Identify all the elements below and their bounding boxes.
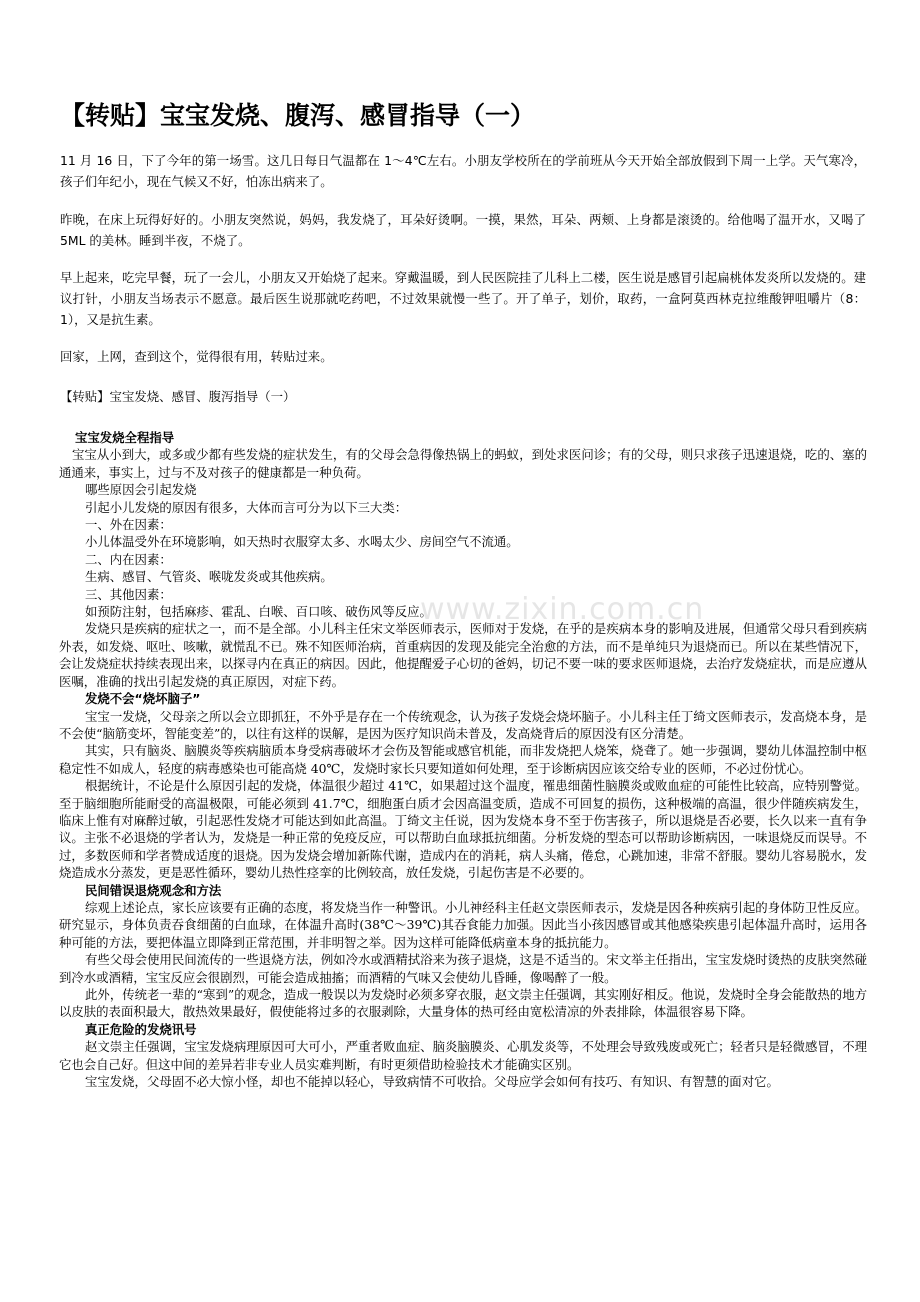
article-paragraph: 此外，传统老一辈的“寒到”的观念，造成一般误以为发烧时必须多穿衣服，赵文崇主任强调，其实刚好相反。他说，发烧时全身会能散热的地方以皮肤的表面积最大，散热效果最好，假使能将过多的衣服剥除，大量身体的热可经由宽松清凉的外表排除，体温很容易下降。 (59, 987, 867, 1020)
article-paragraph: 综观上述论点，家长应该要有正确的态度，将发烧当作一种警讯。小儿神经科主任赵文崇医师表示，发烧是因各种疾病引起的身体防卫性反应。研究显示，身体负责吞食细菌的白血球，在体温升高时(38℃～39℃)其吞食能力加强。因此当小孩因感冒或其他感染疾患引起体温升高时，运用各种可能的方法，要把体温立即降到正常范围，并非明智之举。因为这样可能降低病童本身的抵抗能力。 (59, 899, 867, 950)
article-paragraph: 其实，只有脑炎、脑膜炎等疾病脑质本身受病毒破坏才会伤及智能或感官机能，而非发烧把人烧笨，烧聋了。她一步强调，婴幼儿体温控制中枢稳定性不如成人，轻度的病毒感染也可能高烧 40℃，发烧时家长只要知道如何处理，至于诊断病因应该交给专业的医师，不必过份忧心。 (59, 743, 867, 776)
intro-paragraph-2: 昨晚，在床上玩得好好的。小朋友突然说，妈妈，我发烧了，耳朵好烫啊。一摸，果然，耳朵、两颊、上身都是滚烫的。给他喝了温开水，又喝了 5ML 的美林。睡到半夜，不烧了。 (60, 212, 866, 248)
article-paragraph: 根据统计，不论是什么原因引起的发烧，体温很少超过 41℃，如果超过这个温度，罹患细菌性脑膜炎或败血症的可能性比较高，应特别警觉。至于脑细胞所能耐受的高温极限，可能必须到 41.7℃，细胞蛋白质才会因高温变质，造成不可回复的损伤，这种极端的高温，很少伴随疾病发生，临床上惟有对麻醉过敏，引起恶性发烧才可能达到如此高温。丁绮文主任说，因为发烧本身不至于伤害孩子，所以退烧是否必要，长久以来一直有争议。主张不必退烧的学者认为，发烧是一种正常的免疫反应，可以帮助白血球抵抗细菌。分析发烧的型态可以帮助诊断病因，一味退烧反而误导。不过，多数医师和学者赞成适度的退烧。因为发烧会增加新陈代谢，造成内在的消耗，病人头痛，倦怠，心跳加速，非常不舒服。婴幼儿容易脱水，发烧造成水分蒸发，更是恶性循环，婴幼儿热性痉挛的比例较高，放任发烧，引起伤害是不必要的。 (59, 778, 867, 881)
page-title: 【转贴】宝宝发烧、腹泻、感冒指导（一） (60, 101, 536, 130)
section-heading: 真正危险的发烧讯号 (85, 1021, 197, 1037)
article-paragraph: 宝宝发烧，父母固不必大惊小怪，却也不能掉以轻心，导致病情不可收拾。父母应学会如何有技巧、有知识、有智慧的面对它。 (85, 1074, 779, 1090)
watermark: www.zixin.com.cn (420, 592, 705, 627)
article-paragraph: 发烧只是疾病的症状之一，而不是全部。小儿科主任宋文举医师表示，医师对于发烧，在乎的是疾病本身的影响及进展，但通常父母只看到疾病外表，如发烧、呕吐、咳嗽，就慌乱不已。殊不知医师治病，首重病因的发现及能完全治愈的方法，而不是单纯只为退烧而已。所以在某些情况下，会让发烧症状持续表现出来，以探寻内在真正的病因。因此，他提醒爱子心切的爸妈，切记不要一味的要求医师退烧，去治疗发烧症状，而是应遵从医嘱，准确的找出引起发烧的真正原因，对症下药。 (59, 621, 867, 689)
article-paragraph: 宝宝一发烧，父母亲之所以会立即抓狂，不外乎是存在一个传统观念，认为孩子发烧会烧坏脑子。小儿科主任丁绮文医师表示，发高烧本身，是不会使“脑筋变坏，智能变差”的，以往有这样的误解，是因为医疗知识尚未普及，发高烧背后的原因没有区分清楚。 (59, 708, 867, 741)
article-line: 小儿体温受外在环境影响，如天热时衣服穿太多、水喝太少、房间空气不流通。 (85, 534, 519, 550)
article-line: 如预防注射，包括麻疹、霍乱、白喉、百口咳、破伤风等反应。 (85, 604, 432, 620)
intro-paragraph-3: 早上起来，吃完早餐，玩了一会儿，小朋友又开始烧了起来。穿戴温暖，到人民医院挂了儿科上二楼，医生说是感冒引起扁桃体发炎所以发烧的。建议打针，小朋友当场表示不愿意。最后医生说那就吃药吧，不过效果就慢一些了。开了单子，划价，取药，一盒阿莫西林克拉维酸钾咀嚼片（8：1），又是抗生素。 (60, 270, 866, 327)
article-line: 引起小儿发烧的原因有很多，大体而言可分为以下三大类： (85, 499, 408, 515)
article-paragraph: 赵文崇主任强调，宝宝发烧病理原因可大可小，严重者败血症、脑炎脑膜炎、心肌发炎等，不处理会导致残废或死亡；轻者只是轻微感冒，不理它也会自己好。但这中间的差异若非专业人员实难判断，有时更须借助检验技术才能确实区别。 (59, 1039, 867, 1072)
repost-title: 【转贴】宝宝发烧、感冒、腹泻指导（一） (60, 389, 296, 404)
section-heading: 宝宝发烧全程指导 (75, 430, 175, 445)
section-heading: 民间错误退烧观念和方法 (85, 882, 222, 898)
article-body (59, 429, 867, 1090)
article-line: 哪些原因会引起发烧 (85, 482, 197, 498)
intro-paragraph-1: 11 月 16 日，下了今年的第一场雪。这几日每日气温都在 1～4℃左右。小朋友学校所在的学前班从今天开始全部放假到下周一上学。天气寒冷，孩子们年纪小，现在气候又不好，怕冻出病来了。 (60, 153, 866, 189)
section-heading: 发烧不会“烧坏脑子” (85, 691, 201, 707)
article-line: 三、其他因素： (85, 586, 172, 602)
article-paragraph: 宝宝从小到大，或多或少都有些发烧的症状发生，有的父母会急得像热锅上的蚂蚁，到处求医问诊；有的父母，则只求孩子迅速退烧，吃的、塞的通通来，事实上，过与不及对孩子的健康都是一种负荷。 (59, 447, 867, 480)
article-line: 生病、感冒、气管炎、喉咙发炎或其他疾病。 (85, 569, 333, 585)
article-line: 二、内在因素： (85, 551, 172, 567)
article-line: 一、外在因素： (85, 517, 172, 533)
intro-paragraph-4: 回家，上网，查到这个，觉得很有用，转贴过来。 (60, 349, 333, 364)
article-paragraph: 有些父母会使用民间流传的一些退烧方法，例如冷水或酒精拭浴来为孩子退烧，这是不适当的。宋文举主任指出，宝宝发烧时烫热的皮肤突然碰到冷水或酒精，宝宝反应会很剧烈，可能会造成抽搐；而酒精的气味又会使幼儿昏睡，像喝醉了一般。 (59, 952, 867, 985)
